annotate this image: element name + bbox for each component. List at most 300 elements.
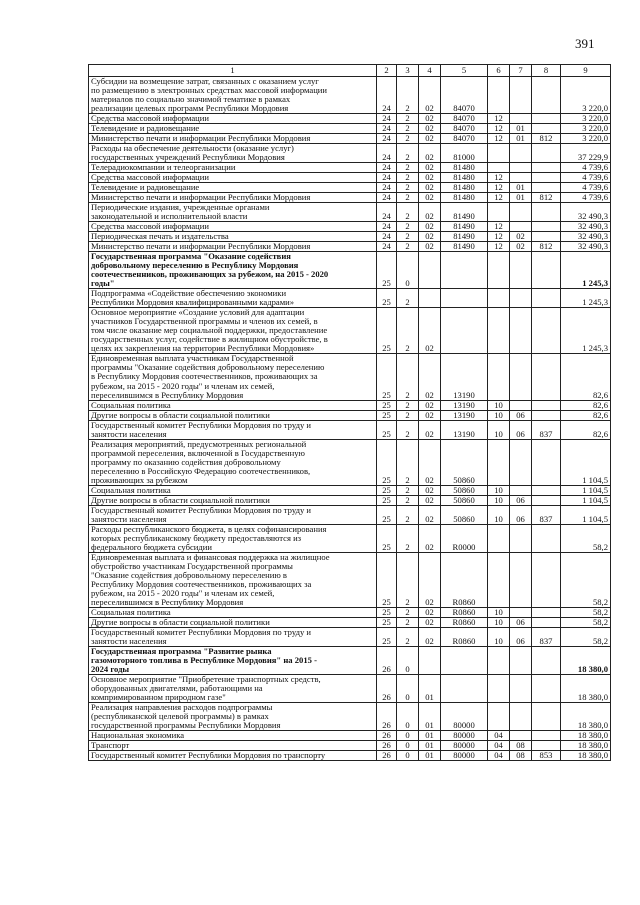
code-cell xyxy=(488,646,510,674)
code-cell: 02 xyxy=(419,232,441,242)
code-cell: 24 xyxy=(377,163,397,173)
amount-cell: 18 380,0 xyxy=(561,751,611,761)
amount-cell: 58,2 xyxy=(561,627,611,646)
code-cell: 84070 xyxy=(441,134,488,144)
code-cell xyxy=(488,203,510,222)
code-cell: 26 xyxy=(377,646,397,674)
code-cell: 02 xyxy=(419,524,441,552)
code-cell xyxy=(532,617,561,627)
code-cell: 25 xyxy=(377,617,397,627)
code-cell: 84070 xyxy=(441,77,488,114)
table-row xyxy=(89,627,611,646)
code-cell xyxy=(532,674,561,702)
code-cell xyxy=(510,439,532,485)
code-cell: 24 xyxy=(377,134,397,144)
code-cell: 812 xyxy=(532,242,561,252)
code-cell: 2 xyxy=(397,193,419,203)
code-cell: 24 xyxy=(377,193,397,203)
code-cell: 08 xyxy=(510,751,532,761)
code-cell: 2 xyxy=(397,485,419,495)
code-cell: 50860 xyxy=(441,495,488,505)
amount-cell: 3 220,0 xyxy=(561,124,611,134)
code-cell: 02 xyxy=(419,222,441,232)
code-cell: 06 xyxy=(510,495,532,505)
table-row xyxy=(89,495,611,505)
code-cell xyxy=(532,203,561,222)
code-cell: 81000 xyxy=(441,144,488,163)
code-cell: 24 xyxy=(377,232,397,242)
code-cell: 2 xyxy=(397,410,419,420)
code-cell: 10 xyxy=(488,617,510,627)
code-cell: 02 xyxy=(419,163,441,173)
code-cell: 02 xyxy=(419,203,441,222)
code-cell: 12 xyxy=(488,242,510,252)
code-cell: 12 xyxy=(488,193,510,203)
code-cell xyxy=(532,124,561,134)
code-cell: 06 xyxy=(510,617,532,627)
row-name-cell: Другие вопросы в области социальной политики xyxy=(89,410,377,420)
code-cell: 25 xyxy=(377,485,397,495)
code-cell: 25 xyxy=(377,495,397,505)
code-cell xyxy=(488,703,510,731)
column-header: 8 xyxy=(532,65,561,77)
amount-cell: 3 220,0 xyxy=(561,134,611,144)
code-cell: 2 xyxy=(397,439,419,485)
row-name-cell: Единовременная выплата участникам Государственной программы "Оказание содействия добровольному переселению в Республику Мордовия соотечественников, проживающих за рубежом, на 2015 - 2020 годы" и членам их семей, переселившимся в Республику Мордовия xyxy=(89,354,377,400)
code-cell xyxy=(532,144,561,163)
code-cell: 13190 xyxy=(441,354,488,400)
code-cell xyxy=(532,183,561,193)
code-cell: 25 xyxy=(377,439,397,485)
amount-cell: 4 739,6 xyxy=(561,173,611,183)
code-cell xyxy=(532,741,561,751)
code-cell: 01 xyxy=(419,731,441,741)
code-cell: 2 xyxy=(397,420,419,439)
code-cell: 50860 xyxy=(441,485,488,495)
row-name-cell: Основное мероприятие «Создание условий для адаптации участников Государственной программы и членов их семей, в том числе оказание мер социальной поддержки, предоставление государственных услуг, содействие в жилищном обустройстве, в целях их закрепления на территории Республики Мордовия» xyxy=(89,308,377,354)
table-row xyxy=(89,646,611,674)
column-header: 9 xyxy=(561,65,611,77)
budget-table xyxy=(88,64,611,761)
code-cell: 2 xyxy=(397,222,419,232)
table-row xyxy=(89,134,611,144)
code-cell: 12 xyxy=(488,232,510,242)
code-cell: 12 xyxy=(488,183,510,193)
amount-cell: 58,2 xyxy=(561,552,611,607)
code-cell: 24 xyxy=(377,144,397,163)
code-cell: 81480 xyxy=(441,183,488,193)
code-cell xyxy=(419,646,441,674)
code-cell: 24 xyxy=(377,242,397,252)
column-header: 4 xyxy=(419,65,441,77)
code-cell: 26 xyxy=(377,731,397,741)
row-name-cell: Государственная программа "Развитие рынка газомоторного топлива в Республике Мордовия" на 2015 - 2024 годы xyxy=(89,646,377,674)
code-cell: 12 xyxy=(488,222,510,232)
code-cell: 2 xyxy=(397,552,419,607)
code-cell xyxy=(532,222,561,232)
code-cell: 25 xyxy=(377,627,397,646)
code-cell: 02 xyxy=(419,134,441,144)
code-cell: 2 xyxy=(397,617,419,627)
code-cell: 0 xyxy=(397,674,419,702)
code-cell: 2 xyxy=(397,627,419,646)
code-cell: 2 xyxy=(397,124,419,134)
code-cell: 02 xyxy=(419,242,441,252)
code-cell: 81490 xyxy=(441,203,488,222)
code-cell xyxy=(532,114,561,124)
code-cell xyxy=(510,703,532,731)
code-cell: 81490 xyxy=(441,222,488,232)
code-cell: 02 xyxy=(419,124,441,134)
code-cell: 24 xyxy=(377,173,397,183)
code-cell: 2 xyxy=(397,203,419,222)
amount-cell: 58,2 xyxy=(561,524,611,552)
row-name-cell: Подпрограмма «Содействие обеспечению экономики Республики Мордовия квалифицированными кадрами» xyxy=(89,289,377,308)
code-cell xyxy=(532,354,561,400)
row-name-cell: Государственный комитет Республики Мордовия по труду и занятости населения xyxy=(89,505,377,524)
code-cell: 02 xyxy=(419,420,441,439)
amount-cell: 82,6 xyxy=(561,400,611,410)
code-cell: 12 xyxy=(488,173,510,183)
code-cell xyxy=(532,289,561,308)
code-cell xyxy=(510,114,532,124)
table-row xyxy=(89,674,611,702)
code-cell xyxy=(488,163,510,173)
code-cell: 2 xyxy=(397,134,419,144)
code-cell xyxy=(532,524,561,552)
amount-cell: 18 380,0 xyxy=(561,674,611,702)
code-cell: 01 xyxy=(510,134,532,144)
code-cell: 24 xyxy=(377,203,397,222)
table-row xyxy=(89,183,611,193)
code-cell xyxy=(532,552,561,607)
code-cell: 837 xyxy=(532,627,561,646)
amount-cell: 32 490,3 xyxy=(561,232,611,242)
table-row xyxy=(89,485,611,495)
table-row xyxy=(89,552,611,607)
code-cell xyxy=(488,354,510,400)
table-row xyxy=(89,222,611,232)
code-cell: 2 xyxy=(397,183,419,193)
amount-cell: 1 104,5 xyxy=(561,505,611,524)
code-cell: 81490 xyxy=(441,232,488,242)
table-row xyxy=(89,193,611,203)
code-cell: 2 xyxy=(397,354,419,400)
table-row xyxy=(89,354,611,400)
code-cell: 10 xyxy=(488,505,510,524)
code-cell xyxy=(510,674,532,702)
code-cell xyxy=(510,400,532,410)
code-cell: 837 xyxy=(532,420,561,439)
code-cell xyxy=(510,308,532,354)
row-name-cell: Министерство печати и информации Республики Мордовия xyxy=(89,193,377,203)
table-row xyxy=(89,124,611,134)
table-row xyxy=(89,308,611,354)
code-cell: 24 xyxy=(377,124,397,134)
table-row xyxy=(89,505,611,524)
amount-cell: 1 104,5 xyxy=(561,439,611,485)
code-cell: 04 xyxy=(488,741,510,751)
amount-cell: 1 104,5 xyxy=(561,495,611,505)
code-cell: 84070 xyxy=(441,124,488,134)
code-cell: 2 xyxy=(397,607,419,617)
amount-cell: 4 739,6 xyxy=(561,163,611,173)
code-cell xyxy=(488,289,510,308)
column-header: 3 xyxy=(397,65,419,77)
row-name-cell: Средства массовой информации xyxy=(89,114,377,124)
code-cell xyxy=(441,674,488,702)
amount-cell: 4 739,6 xyxy=(561,193,611,203)
code-cell xyxy=(532,410,561,420)
code-cell: 02 xyxy=(419,193,441,203)
table-row xyxy=(89,617,611,627)
code-cell xyxy=(510,289,532,308)
code-cell: 02 xyxy=(419,183,441,193)
column-header: 6 xyxy=(488,65,510,77)
table-row xyxy=(89,203,611,222)
code-cell: 04 xyxy=(488,751,510,761)
row-name-cell: Социальная политика xyxy=(89,485,377,495)
code-cell: 2 xyxy=(397,505,419,524)
code-cell: 837 xyxy=(532,505,561,524)
code-cell: 0 xyxy=(397,252,419,289)
code-cell: 24 xyxy=(377,77,397,114)
code-cell: 13190 xyxy=(441,420,488,439)
code-cell xyxy=(488,552,510,607)
code-cell xyxy=(532,439,561,485)
code-cell: 02 xyxy=(419,144,441,163)
table-row xyxy=(89,524,611,552)
column-header: 7 xyxy=(510,65,532,77)
amount-cell: 4 739,6 xyxy=(561,183,611,193)
amount-cell: 82,6 xyxy=(561,420,611,439)
code-cell: 25 xyxy=(377,420,397,439)
amount-cell: 58,2 xyxy=(561,617,611,627)
code-cell xyxy=(532,485,561,495)
code-cell: 2 xyxy=(397,289,419,308)
row-name-cell: Национальная экономика xyxy=(89,731,377,741)
code-cell: 25 xyxy=(377,524,397,552)
code-cell: 02 xyxy=(419,354,441,400)
amount-cell: 32 490,3 xyxy=(561,203,611,222)
code-cell: 2 xyxy=(397,144,419,163)
table-body xyxy=(89,77,611,761)
code-cell: 0 xyxy=(397,703,419,731)
code-cell: 13190 xyxy=(441,410,488,420)
code-cell: 24 xyxy=(377,183,397,193)
code-cell: 10 xyxy=(488,485,510,495)
code-cell xyxy=(441,308,488,354)
code-cell: 10 xyxy=(488,495,510,505)
table-row xyxy=(89,751,611,761)
code-cell: 2 xyxy=(397,114,419,124)
code-cell: 10 xyxy=(488,420,510,439)
table-row xyxy=(89,400,611,410)
code-cell: 81480 xyxy=(441,173,488,183)
code-cell: R0000 xyxy=(441,524,488,552)
row-name-cell: Единовременная выплата и финансовая поддержка на жилищное обустройство участникам Государственной программы "Оказание содействия добровольному переселению в Республику Мордовия соотечественников, проживающих за рубежом, на 2015 - 2020 годы" и членам их семей, переселившимся в Республику Мордовия xyxy=(89,552,377,607)
code-cell xyxy=(510,144,532,163)
row-name-cell: Телерадиокомпании и телеорганизации xyxy=(89,163,377,173)
amount-cell: 82,6 xyxy=(561,354,611,400)
code-cell xyxy=(510,163,532,173)
code-cell: 50860 xyxy=(441,439,488,485)
code-cell: 2 xyxy=(397,308,419,354)
code-cell xyxy=(510,203,532,222)
amount-cell: 37 229,9 xyxy=(561,144,611,163)
code-cell: 01 xyxy=(510,183,532,193)
code-cell: 12 xyxy=(488,114,510,124)
code-cell: 0 xyxy=(397,751,419,761)
table-row xyxy=(89,232,611,242)
table-row xyxy=(89,163,611,173)
code-cell xyxy=(532,252,561,289)
header-row xyxy=(89,65,611,77)
row-name-cell: Периодическая печать и издательства xyxy=(89,232,377,242)
code-cell: 2 xyxy=(397,163,419,173)
column-header: 5 xyxy=(441,65,488,77)
code-cell: 01 xyxy=(419,741,441,751)
code-cell: 50860 xyxy=(441,505,488,524)
row-name-cell: Другие вопросы в области социальной политики xyxy=(89,617,377,627)
amount-cell: 32 490,3 xyxy=(561,242,611,252)
row-name-cell: Периодические издания, учрежденные органами законодательной и исполнительной власти xyxy=(89,203,377,222)
code-cell: 2 xyxy=(397,400,419,410)
code-cell: 01 xyxy=(419,703,441,731)
amount-cell: 3 220,0 xyxy=(561,77,611,114)
code-cell: 01 xyxy=(510,124,532,134)
amount-cell: 32 490,3 xyxy=(561,222,611,232)
code-cell: 0 xyxy=(397,731,419,741)
code-cell xyxy=(488,77,510,114)
code-cell xyxy=(488,674,510,702)
row-name-cell: Государственный комитет Республики Мордовия по транспорту xyxy=(89,751,377,761)
code-cell: 0 xyxy=(397,741,419,751)
table-row xyxy=(89,420,611,439)
row-name-cell: Социальная политика xyxy=(89,400,377,410)
row-name-cell: Средства массовой информации xyxy=(89,173,377,183)
row-name-cell: Государственный комитет Республики Мордовия по труду и занятости населения xyxy=(89,627,377,646)
code-cell: 26 xyxy=(377,751,397,761)
code-cell xyxy=(510,607,532,617)
amount-cell: 1 245,3 xyxy=(561,308,611,354)
code-cell: 02 xyxy=(419,400,441,410)
code-cell: 26 xyxy=(377,703,397,731)
code-cell: 25 xyxy=(377,607,397,617)
code-cell: R0860 xyxy=(441,617,488,627)
page-number: 391 xyxy=(575,36,595,51)
code-cell: 10 xyxy=(488,627,510,646)
code-cell: 24 xyxy=(377,222,397,232)
code-cell xyxy=(510,222,532,232)
amount-cell: 18 380,0 xyxy=(561,731,611,741)
code-cell: 06 xyxy=(510,420,532,439)
code-cell: 2 xyxy=(397,495,419,505)
code-cell xyxy=(488,524,510,552)
table-row xyxy=(89,144,611,163)
table-row xyxy=(89,410,611,420)
code-cell xyxy=(532,173,561,183)
table-row xyxy=(89,242,611,252)
code-cell: R0860 xyxy=(441,627,488,646)
code-cell: 25 xyxy=(377,552,397,607)
table-row xyxy=(89,289,611,308)
code-cell: 02 xyxy=(419,552,441,607)
row-name-cell: Государственная программа "Оказание содействия добровольному переселению в Республику Мордовия соотечественников, проживающих за рубежом, на 2015 - 2020 годы" xyxy=(89,252,377,289)
row-name-cell: Основное мероприятие "Приобретение транспортных средств, оборудованных двигателями, работающими на компримированном природном газе" xyxy=(89,674,377,702)
code-cell xyxy=(419,289,441,308)
code-cell: 81490 xyxy=(441,242,488,252)
code-cell xyxy=(532,703,561,731)
table-row xyxy=(89,741,611,751)
table-row xyxy=(89,703,611,731)
table-row xyxy=(89,173,611,183)
code-cell: 2 xyxy=(397,77,419,114)
table-row xyxy=(89,252,611,289)
code-cell xyxy=(488,439,510,485)
code-cell: 81480 xyxy=(441,193,488,203)
code-cell: 01 xyxy=(510,193,532,203)
code-cell: 02 xyxy=(510,232,532,242)
code-cell: 80000 xyxy=(441,731,488,741)
code-cell: 25 xyxy=(377,505,397,524)
code-cell: 25 xyxy=(377,410,397,420)
code-cell: 25 xyxy=(377,308,397,354)
code-cell: 2 xyxy=(397,242,419,252)
code-cell: 01 xyxy=(419,751,441,761)
code-cell: 80000 xyxy=(441,751,488,761)
code-cell: 0 xyxy=(397,646,419,674)
code-cell: R0860 xyxy=(441,607,488,617)
code-cell: 02 xyxy=(419,77,441,114)
column-header: 2 xyxy=(377,65,397,77)
code-cell: 02 xyxy=(419,308,441,354)
code-cell xyxy=(532,646,561,674)
code-cell: 80000 xyxy=(441,741,488,751)
code-cell: 02 xyxy=(419,439,441,485)
code-cell: 02 xyxy=(510,242,532,252)
code-cell xyxy=(488,252,510,289)
column-header: 1 xyxy=(89,65,377,77)
code-cell: 25 xyxy=(377,400,397,410)
code-cell xyxy=(532,77,561,114)
code-cell: 02 xyxy=(419,485,441,495)
code-cell xyxy=(488,144,510,163)
row-name-cell: Расходы республиканского бюджета, в целях софинансирования которых республиканскому бюджету предоставляются из федерального бюджета субсидии xyxy=(89,524,377,552)
code-cell: 84070 xyxy=(441,114,488,124)
code-cell: 10 xyxy=(488,607,510,617)
code-cell xyxy=(510,173,532,183)
code-cell: 02 xyxy=(419,173,441,183)
row-name-cell: Министерство печати и информации Республики Мордовия xyxy=(89,242,377,252)
code-cell: 02 xyxy=(419,505,441,524)
code-cell: 853 xyxy=(532,751,561,761)
row-name-cell: Расходы на обеспечение деятельности (оказание услуг) государственных учреждений Республики Мордовия xyxy=(89,144,377,163)
amount-cell: 18 380,0 xyxy=(561,741,611,751)
row-name-cell: Реализация мероприятий, предусмотренных региональной программой переселения, включенной в Государственную программу по оказанию содействия добровольному переселению в Российскую Федерацию соотечественников, проживающих за рубежом xyxy=(89,439,377,485)
code-cell xyxy=(510,77,532,114)
amount-cell: 3 220,0 xyxy=(561,114,611,124)
code-cell: 2 xyxy=(397,232,419,242)
code-cell: 02 xyxy=(419,607,441,617)
amount-cell: 18 380,0 xyxy=(561,703,611,731)
code-cell xyxy=(532,163,561,173)
code-cell xyxy=(510,552,532,607)
code-cell xyxy=(441,289,488,308)
code-cell: 24 xyxy=(377,114,397,124)
code-cell: 81480 xyxy=(441,163,488,173)
row-name-cell: Телевидение и радиовещание xyxy=(89,183,377,193)
